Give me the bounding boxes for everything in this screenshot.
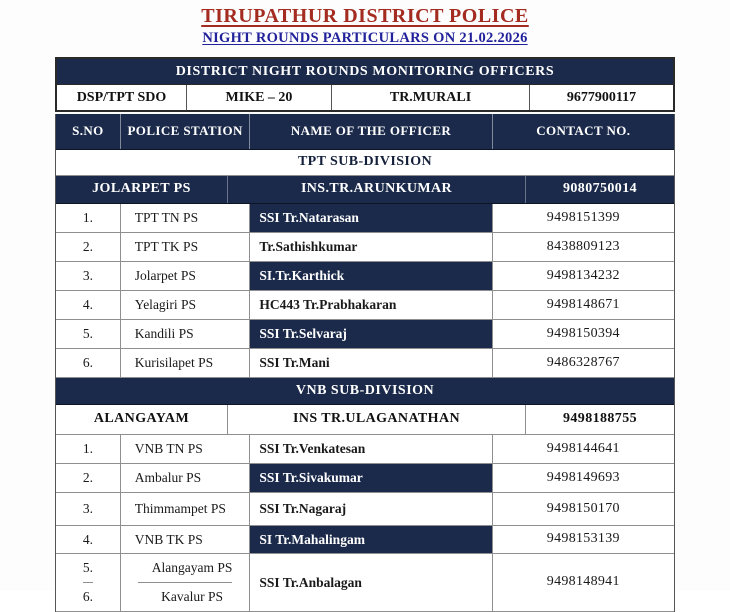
page-title: TIRUPATHUR DISTRICT POLICE <box>201 5 529 27</box>
officer-cell: SSI Tr.Natarasan <box>250 204 492 232</box>
officer-cell: HC443 Tr.Prabhakaran <box>250 291 492 319</box>
monitoring-contact: 9677900117 <box>566 89 637 105</box>
officer-cell: Tr.Sathishkumar <box>250 233 492 261</box>
table-row <box>56 262 674 291</box>
lead-station: ALANGAYAM <box>56 405 228 434</box>
station-cell: Kavalur PS <box>161 589 223 605</box>
sno-cell: 1. <box>56 435 121 463</box>
table-row <box>56 320 674 349</box>
contact-cell: 9498144641 <box>546 440 620 456</box>
officer-cell: SSI Tr.Nagaraj <box>250 493 492 525</box>
station-cell: Kurisilapet PS <box>121 349 251 377</box>
lead-contact: 9498188755 <box>563 411 637 427</box>
monitoring-row <box>57 85 673 110</box>
contact-cell: 9498150394 <box>546 325 620 341</box>
officer-cell: SI.Tr.Karthick <box>250 262 492 290</box>
officer-cell: SSI Tr.Anbalagan <box>250 554 492 611</box>
sno-cell: 5. <box>56 320 121 348</box>
monitoring-officer-name: TR.MURALI <box>332 85 530 110</box>
station-cell: TPT TN PS <box>121 204 251 232</box>
monitoring-officers-table <box>55 57 675 112</box>
lead-station: JOLARPET PS <box>56 176 228 203</box>
contact-cell: 9498148941 <box>546 574 620 590</box>
officer-cell: SSI Tr.Venkatesan <box>250 435 492 463</box>
contact-cell: 9498153139 <box>546 531 620 547</box>
col-header-officer: NAME OF THE OFFICER <box>250 114 492 149</box>
lead-officer: INS.TR.ARUNKUMAR <box>228 176 526 203</box>
table-row <box>56 204 674 233</box>
contact-cell: 9498149693 <box>546 469 620 485</box>
section-title: TPT SUB-DIVISION <box>297 154 433 170</box>
sno-cell: 5. <box>83 554 93 583</box>
col-header-sno: S.NO <box>56 114 121 149</box>
col-header-contact: CONTACT NO. <box>536 123 631 139</box>
station-cell: Alangayam PS <box>138 554 233 583</box>
sno-cell: 6. <box>56 349 121 377</box>
section-band-vnb <box>56 378 674 405</box>
monitoring-designation: DSP/TPT SDO <box>57 85 187 110</box>
sno-cell: 6. <box>82 589 93 605</box>
sno-cell: 1. <box>56 204 121 232</box>
contact-cell: 9498148671 <box>546 296 620 312</box>
table-row <box>56 291 674 320</box>
col-header-station: POLICE STATION <box>121 114 251 149</box>
station-cell: Jolarpet PS <box>121 262 251 290</box>
sno-cell: 2. <box>56 464 121 492</box>
contact-cell: 9498151399 <box>546 209 620 225</box>
section-lead-row-alangayam <box>56 405 674 435</box>
station-cell: VNB TK PS <box>121 526 251 553</box>
station-cell: VNB TN PS <box>121 435 251 463</box>
table-row-merged <box>56 554 674 612</box>
officer-cell: SI Tr.Mahalingam <box>250 526 492 553</box>
monitoring-table-header: DISTRICT NIGHT ROUNDS MONITORING OFFICERS <box>57 59 673 85</box>
sno-cell: 3. <box>56 262 121 290</box>
table-row <box>56 493 674 526</box>
table-row <box>56 526 674 554</box>
night-rounds-table <box>55 114 675 612</box>
table-header-row <box>56 114 674 150</box>
station-cell: TPT TK PS <box>121 233 251 261</box>
table-row <box>56 233 674 262</box>
sno-cell: 4. <box>56 526 121 553</box>
station-cell: Ambalur PS <box>121 464 251 492</box>
station-cell: Kandili PS <box>121 320 251 348</box>
station-merged-column <box>121 554 251 611</box>
officer-cell: SSI Tr.Sivakumar <box>250 464 492 492</box>
section-lead-row-jolarpet <box>56 176 674 204</box>
station-cell: Yelagiri PS <box>121 291 251 319</box>
section-title: VNB SUB-DIVISION <box>295 382 435 398</box>
officer-cell: SSI Tr.Selvaraj <box>250 320 492 348</box>
contact-cell: 8438809123 <box>546 238 620 254</box>
contact-cell: 9486328767 <box>546 354 620 370</box>
contact-cell: 9498150170 <box>546 500 620 516</box>
lead-officer: INS TR.ULAGANATHAN <box>228 405 526 434</box>
table-row <box>56 435 674 464</box>
table-row <box>56 464 674 493</box>
monitoring-callsign: MIKE – 20 <box>187 85 332 110</box>
section-band-tpt <box>56 150 674 176</box>
sno-cell: 3. <box>56 493 121 525</box>
station-cell: Thimmampet PS <box>121 493 251 525</box>
lead-contact: 9080750014 <box>563 181 637 197</box>
table-row <box>56 349 674 378</box>
sno-cell: 2. <box>56 233 121 261</box>
contact-cell: 9498134232 <box>546 267 620 283</box>
officer-cell: SSI Tr.Mani <box>250 349 492 377</box>
sno-cell: 4. <box>56 291 121 319</box>
page-subtitle: NIGHT ROUNDS PARTICULARS ON 21.02.2026 <box>202 30 528 46</box>
sno-merged-column <box>56 554 121 611</box>
